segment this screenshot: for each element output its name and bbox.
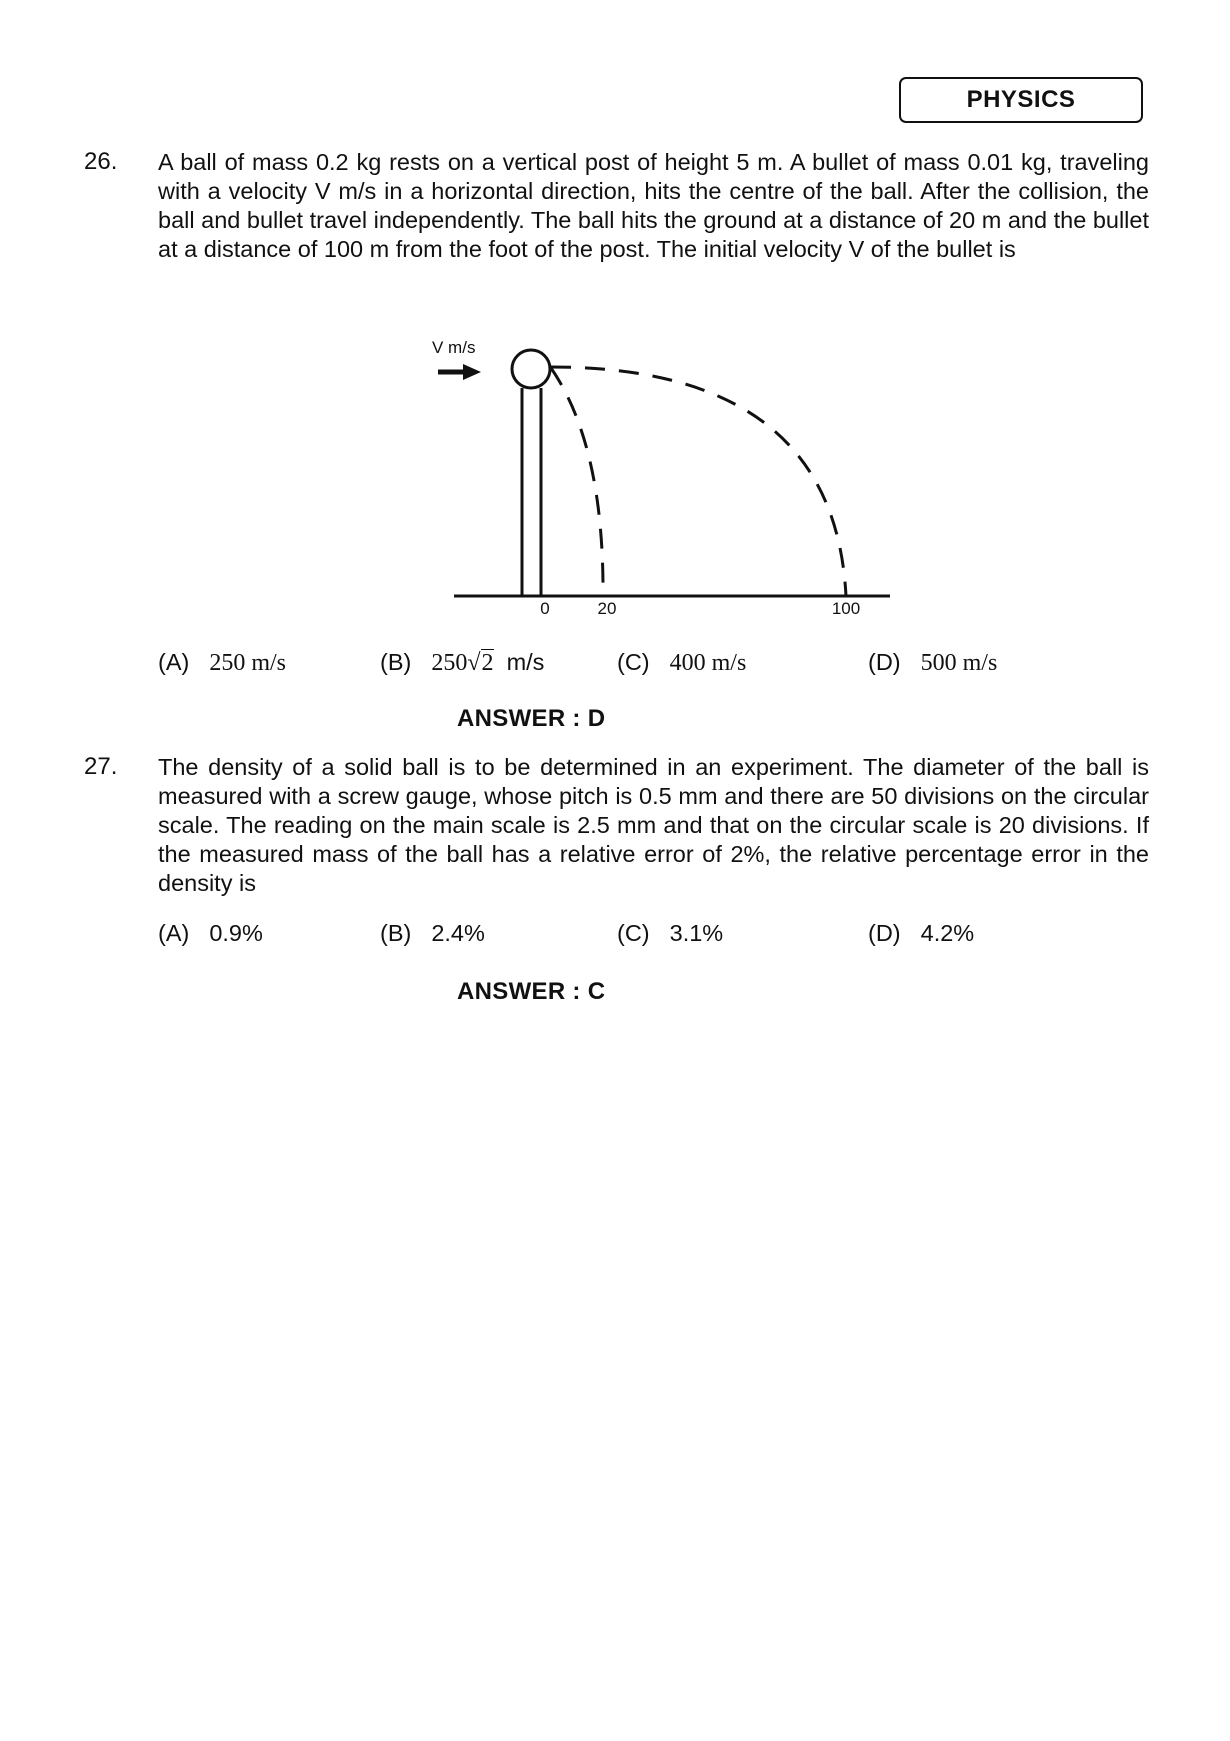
question-text: The density of a solid ball is to be determined in an experiment. The diameter of the ball is measured with a screw gauge, whose pitch is 0.5 mm and there are 50 divisions on the circular scale. The reading on the main scale is 2.5 mm and that on the circular scale is 20 divisions. If the measured mass of the ball has a relative error of 2%, the relative percentage error in the density is <box>158 754 1149 896</box>
radicand: 2 <box>481 650 494 676</box>
option-value: 4.2% <box>920 920 975 946</box>
projectile-diagram <box>0 0 1230 640</box>
option-c[interactable] <box>617 649 746 677</box>
option-label: (B) <box>380 920 412 946</box>
option-unit: m/s <box>506 649 545 675</box>
option-label: (B) <box>380 649 412 675</box>
ball <box>512 350 550 388</box>
sqrt-icon: √2 <box>467 650 494 676</box>
question-text: A ball of mass 0.2 kg rests on a vertical post of height 5 m. A bullet of mass 0.01 kg, traveling with a velocity V m/s in a horizontal direction, hits the centre of the ball. After the collision, the ball and bullet travel independently. The ball hits the ground at a distance of 20 m and the bullet at a distance of 100 m from the foot of the post. The initial velocity V of the bullet is <box>158 149 1149 262</box>
answer-27: ANSWER : C <box>457 978 606 1005</box>
option-value: 250 m/s <box>209 650 287 676</box>
option-label: (D) <box>868 920 901 946</box>
tick-label-100: 100 <box>831 599 861 618</box>
option-label: (D) <box>868 649 901 675</box>
option-value: 500 m/s <box>920 650 998 676</box>
bullet-trajectory <box>551 367 846 596</box>
velocity-label: V m/s <box>432 338 476 357</box>
option-label: (C) <box>617 649 650 675</box>
vertical-post <box>522 388 541 597</box>
option-d[interactable] <box>868 649 997 677</box>
tick-label-20: 20 <box>597 599 617 618</box>
option-value: 0.9% <box>209 920 263 946</box>
option-a[interactable] <box>158 920 263 947</box>
option-value: 2.4% <box>431 920 485 946</box>
answer-26: ANSWER : D <box>457 705 606 732</box>
option-label: (A) <box>158 649 190 675</box>
subject-title: PHYSICS <box>966 86 1076 113</box>
ball-trajectory <box>551 368 603 596</box>
option-label: (C) <box>617 920 650 946</box>
option-d[interactable] <box>868 920 974 947</box>
option-a[interactable] <box>158 649 286 677</box>
option-value: 400 m/s <box>669 650 747 676</box>
option-label: (A) <box>158 920 190 946</box>
option-number: 250 <box>431 650 468 676</box>
velocity-arrow-icon <box>438 364 481 380</box>
option-b[interactable] <box>380 649 544 677</box>
question-number: 26. <box>84 148 118 175</box>
tick-label-0: 0 <box>540 599 550 618</box>
question-number: 27. <box>84 753 118 780</box>
option-c[interactable] <box>617 920 723 947</box>
option-value: 3.1% <box>669 920 724 946</box>
option-b[interactable] <box>380 920 485 947</box>
option-value <box>431 649 544 677</box>
